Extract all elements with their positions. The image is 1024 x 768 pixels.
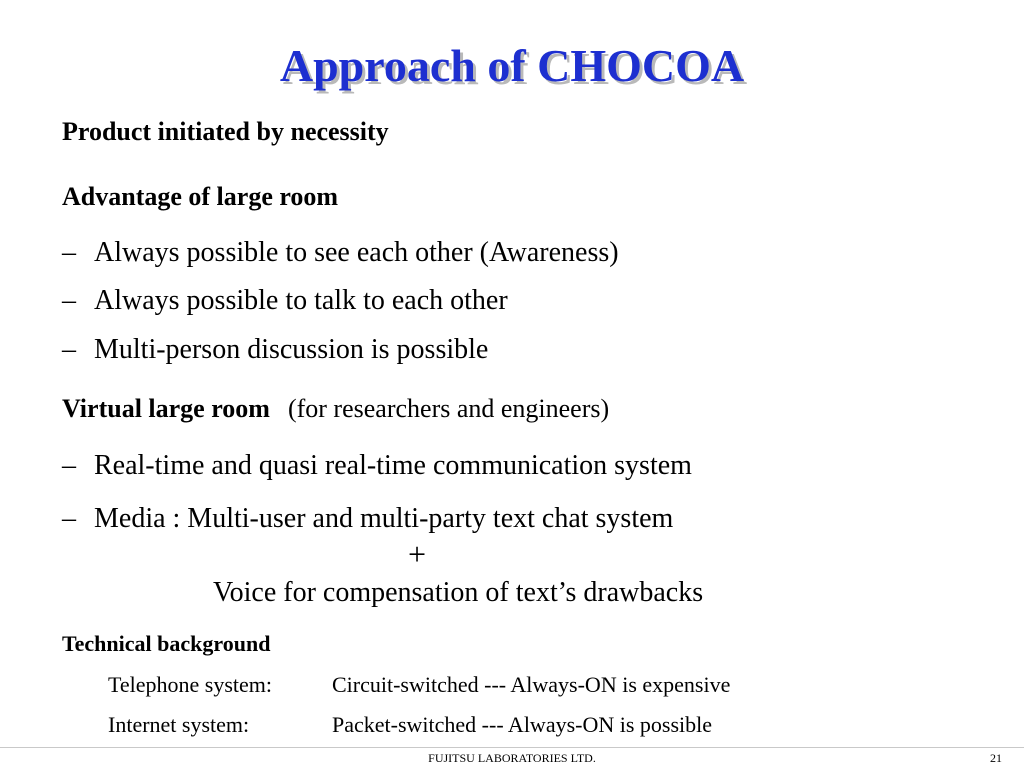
- slide-title: Approach of CHOCOA: [279, 40, 745, 91]
- virtual-bullet-2: [62, 502, 673, 536]
- advantage-bullet-3: [62, 333, 488, 367]
- bullet-dash: –: [62, 285, 76, 316]
- bullet-text: Multi-person discussion is possible: [94, 334, 489, 365]
- internet-system-label: Internet system:: [108, 712, 250, 737]
- bullet-text: Real-time and quasi real-time communication system: [94, 450, 692, 481]
- footer-company: FUJITSU LABORATORIES LTD.: [428, 751, 596, 765]
- telephone-system-label: Telephone system:: [108, 672, 273, 697]
- advantage-heading: Advantage of large room: [62, 182, 339, 211]
- footer-divider: [0, 747, 1024, 748]
- bullet-dash: –: [62, 503, 76, 534]
- bullet-dash: –: [62, 450, 76, 481]
- virtual-room-title: Virtual large room: [62, 394, 270, 423]
- voice-compensation-text: Voice for compensation of text’s drawbacks: [213, 577, 704, 608]
- technical-background-heading: Technical background: [62, 631, 271, 656]
- virtual-room-note: (for researchers and engineers): [287, 394, 610, 423]
- bullet-text: Always possible to talk to each other: [94, 285, 508, 316]
- telephone-system-text: Circuit-switched --- Always-ON is expensive: [332, 672, 731, 697]
- product-heading: Product initiated by necessity: [62, 117, 389, 146]
- internet-system-line: [108, 711, 712, 739]
- advantage-bullet-1: [62, 236, 619, 270]
- page-number: 21: [990, 751, 1002, 765]
- bullet-text: Always possible to see each other (Awareness): [94, 237, 619, 268]
- virtual-room-heading: [62, 393, 609, 425]
- bullet-dash: –: [62, 237, 76, 268]
- bullet-dash: –: [62, 334, 76, 365]
- internet-system-text: Packet-switched --- Always-ON is possible: [332, 712, 713, 737]
- plus-symbol: +: [408, 536, 427, 572]
- telephone-system-line: [108, 671, 730, 699]
- advantage-bullet-2: [62, 284, 508, 318]
- bullet-text: Media : Multi-user and multi-party text chat system: [94, 503, 674, 534]
- virtual-bullet-1: [62, 449, 692, 483]
